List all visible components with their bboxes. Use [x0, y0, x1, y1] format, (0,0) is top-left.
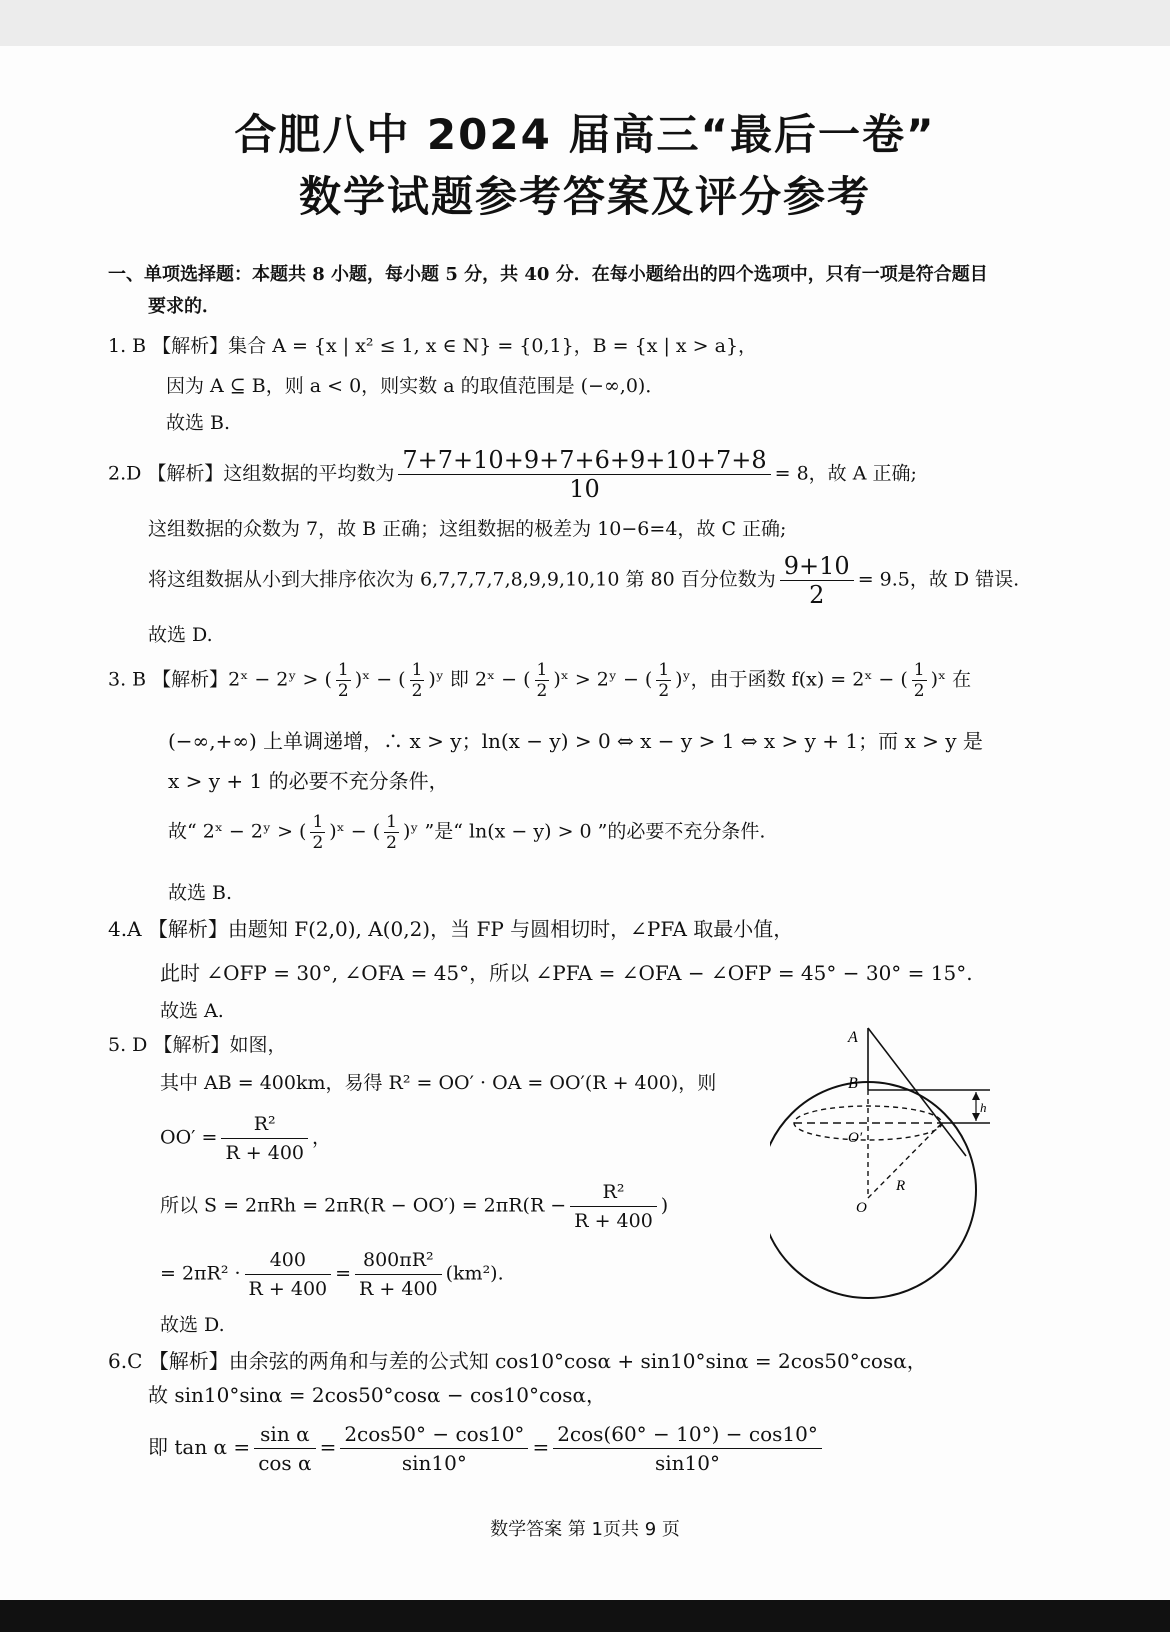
q2-line4: 故选 D. — [148, 624, 213, 646]
q4-line1: 4.A 【解析】由题知 F(2,0), A(0,2)，当 FP 与圆相切时，∠PFA 取最小值， — [108, 917, 794, 941]
q6-frac-1-num: sin α — [254, 1420, 315, 1449]
q5-l4-lead: 所以 S = 2πRh = 2πR(R − OO′) = 2πR(R − — [160, 1194, 567, 1217]
q5-s-num: R² — [570, 1178, 657, 1207]
label-h: h — [980, 1100, 987, 1115]
q5-line6: 故选 D. — [160, 1314, 225, 1336]
q5-line3 — [160, 1110, 331, 1167]
q5-l5-lead: = 2πR² · — [160, 1262, 241, 1285]
q3-half-den: 2 — [658, 681, 670, 701]
q4-line3: 故选 A. — [160, 1000, 224, 1022]
q4-line2: 此时 ∠OFP = 30°, ∠OFA = 45°，所以 ∠PFA = ∠OFA − ∠OFP = 45° − 30° = 15°. — [160, 961, 973, 985]
label-o: O — [856, 1200, 867, 1216]
q6-line2: 故 sin10°sinα = 2cos50°cosα − cos10°cosα， — [148, 1383, 606, 1407]
q5-frac-b-num: 800πR² — [355, 1246, 442, 1275]
q3-l4-part-c: )ʸ ”是“ ln(x − y) > 0 ”的必要不充分条件. — [402, 820, 766, 843]
q3-half-2 — [410, 660, 425, 701]
q5-l5-eq: = — [335, 1262, 352, 1285]
q5-l4-tail: ) — [660, 1194, 669, 1217]
q5-frac-a-num: 400 — [245, 1246, 332, 1275]
q3-part-a: 2ˣ − 2ʸ > ( — [228, 668, 332, 691]
q5-l3-lead: OO′ = — [160, 1126, 218, 1149]
q3-l4-part-a: 故“ 2ˣ − 2ʸ > ( — [168, 820, 307, 843]
q5-s-fraction — [570, 1178, 657, 1235]
q6-frac-3 — [553, 1420, 822, 1477]
q2-mean-numerator: 7+7+10+9+7+6+9+10+7+8 — [398, 446, 770, 475]
q6-line1: 6.C 【解析】由余弦的两角和与差的公式知 cos10°cosα + sin10°sinα = 2cos50°cosα， — [108, 1349, 927, 1373]
arrow-down — [972, 1113, 980, 1121]
q5-oo-num: R² — [221, 1110, 308, 1139]
q3-l4-part-b: )ˣ − ( — [329, 820, 381, 843]
q3-half-num: 1 — [411, 660, 423, 680]
q5-line2: 其中 AB = 400km，易得 R² = OO′ · OA = OO′(R + 400)，则 — [160, 1072, 717, 1094]
q3-line3: x > y + 1 的必要不充分条件， — [168, 769, 449, 793]
q3-half-3 — [535, 660, 550, 701]
q6-frac-3-num: 2cos(60° − 10°) − cos10° — [553, 1420, 822, 1449]
q5-l5-tail: (km²). — [445, 1262, 504, 1285]
page-subtitle: 数学试题参考答案及评分参考 — [298, 172, 871, 221]
q2-percentile-fraction — [780, 552, 854, 609]
q3-half-num: 1 — [658, 660, 670, 680]
q3-half-num: 1 — [337, 660, 349, 680]
q6-eq-2: = — [532, 1435, 550, 1459]
q3-line4 — [168, 812, 765, 853]
q2-mean-denominator: 10 — [569, 475, 600, 503]
q5-frac-a-den: R + 400 — [248, 1278, 328, 1300]
q5-line4 — [160, 1178, 668, 1235]
q3-half-den: 2 — [312, 833, 324, 853]
q3-half-den: 2 — [536, 681, 548, 701]
q3-part-c: )ʸ 即 2ˣ − ( — [428, 668, 531, 691]
q5-oo-fraction — [221, 1110, 308, 1167]
tangent-line — [868, 1028, 966, 1156]
q2-percentile-denominator: 2 — [809, 581, 825, 609]
q5-frac-a — [245, 1246, 332, 1303]
q3-part-b: )ˣ − ( — [354, 668, 406, 691]
q3-half-1 — [336, 660, 351, 701]
q3-half-den: 2 — [411, 681, 423, 701]
label-r: R — [896, 1178, 906, 1194]
section-heading: 一、单项选择题：本题共 8 小题，每小题 5 分，共 40 分．在每小题给出的四个选项中，只有一项是符合题目 — [108, 264, 988, 285]
q5-frac-b — [355, 1246, 442, 1303]
q3-half-5 — [912, 660, 927, 701]
q3-half-6 — [310, 812, 325, 853]
q2-line3-lead: 将这组数据从小到大排序依次为 6,7,7,7,7,8,9,9,10,10 第 80 百分位数为 — [148, 568, 776, 591]
q2-line3 — [148, 552, 1019, 609]
q2-lead: 2.D 【解析】这组数据的平均数为 — [108, 462, 395, 485]
q3-half-4 — [656, 660, 671, 701]
q3-half-num: 1 — [913, 660, 925, 680]
q6-eq-1: = — [319, 1435, 337, 1459]
q6-l3-lead: 即 tan α = — [148, 1435, 251, 1459]
q6-frac-2-num: 2cos50° − cos10° — [340, 1420, 528, 1449]
q2-tail: = 8，故 A 正确; — [774, 462, 917, 485]
q5-line5 — [160, 1246, 504, 1303]
label-b: B — [848, 1075, 858, 1092]
q6-frac-2 — [340, 1420, 528, 1477]
scan-bottom-bar — [0, 1600, 1170, 1632]
label-a: A — [848, 1029, 858, 1046]
q6-frac-2-den: sin10° — [401, 1451, 467, 1475]
q6-frac-3-den: sin10° — [655, 1451, 721, 1475]
sphere-circle — [770, 1082, 976, 1298]
q3-half-den: 2 — [913, 681, 925, 701]
q2-percentile-numerator: 9+10 — [780, 552, 854, 581]
q3-line2: (−∞,+∞) 上单调递增，∴ x > y；ln(x − y) > 0 ⇔ x − y > 1 ⇔ x > y + 1；而 x > y 是 — [168, 729, 983, 753]
q3-part-e: )ʸ，由于函数 f(x) = 2ˣ − ( — [675, 668, 908, 691]
q6-frac-1 — [254, 1420, 315, 1477]
q3-half-num: 1 — [386, 812, 397, 832]
page-footer: 数学答案 第 1页共 9 页 — [490, 1519, 680, 1540]
page-title: 合肥八中 2024 届高三“最后一卷” — [234, 110, 936, 159]
scan-top-edge — [0, 0, 1170, 46]
q3-part-d: )ˣ > 2ʸ − ( — [553, 668, 653, 691]
q3-half-den: 2 — [337, 681, 349, 701]
q1-line2: 因为 A ⊆ B，则 a < 0，则实数 a 的取值范围是 (−∞,0)． — [166, 375, 665, 397]
q5-oo-den: R + 400 — [225, 1142, 305, 1164]
section-heading-cont: 要求的． — [148, 296, 220, 317]
q3-half-num: 1 — [536, 660, 548, 680]
q3-line5: 故选 B. — [168, 882, 233, 904]
arrow-up — [972, 1092, 980, 1100]
q5-frac-b-den: R + 400 — [359, 1278, 438, 1300]
q6-frac-1-den: cos α — [258, 1451, 312, 1475]
q3-part-f: )ˣ 在 — [930, 668, 972, 691]
q2-line1 — [108, 446, 917, 503]
q5-l3-tail: ， — [312, 1126, 332, 1149]
q2-mean-fraction — [398, 446, 770, 503]
q3-lead: 3. B 【解析】 — [108, 668, 229, 691]
q5-line1: 5. D 【解析】如图， — [108, 1034, 287, 1056]
q3-half-num: 1 — [312, 812, 324, 832]
q2-line3-tail: = 9.5，故 D 错误. — [857, 568, 1020, 591]
q3-half-den: 2 — [386, 833, 397, 853]
q1-line3: 故选 B. — [166, 412, 231, 434]
q1-line1: 1. B 【解析】集合 A = {x | x² ≤ 1, x ∈ N} = {0,1}，B = {x | x > a}， — [108, 335, 758, 357]
q3-half-7 — [384, 812, 399, 853]
label-o1: O′ — [848, 1130, 863, 1146]
q2-line2: 这组数据的众数为 7，故 B 正确；这组数据的极差为 10−6=4，故 C 正确; — [148, 518, 787, 540]
q6-line3 — [148, 1420, 826, 1477]
q3-line1 — [108, 660, 971, 701]
sphere-figure — [770, 1020, 1030, 1320]
q5-s-den: R + 400 — [574, 1210, 653, 1232]
